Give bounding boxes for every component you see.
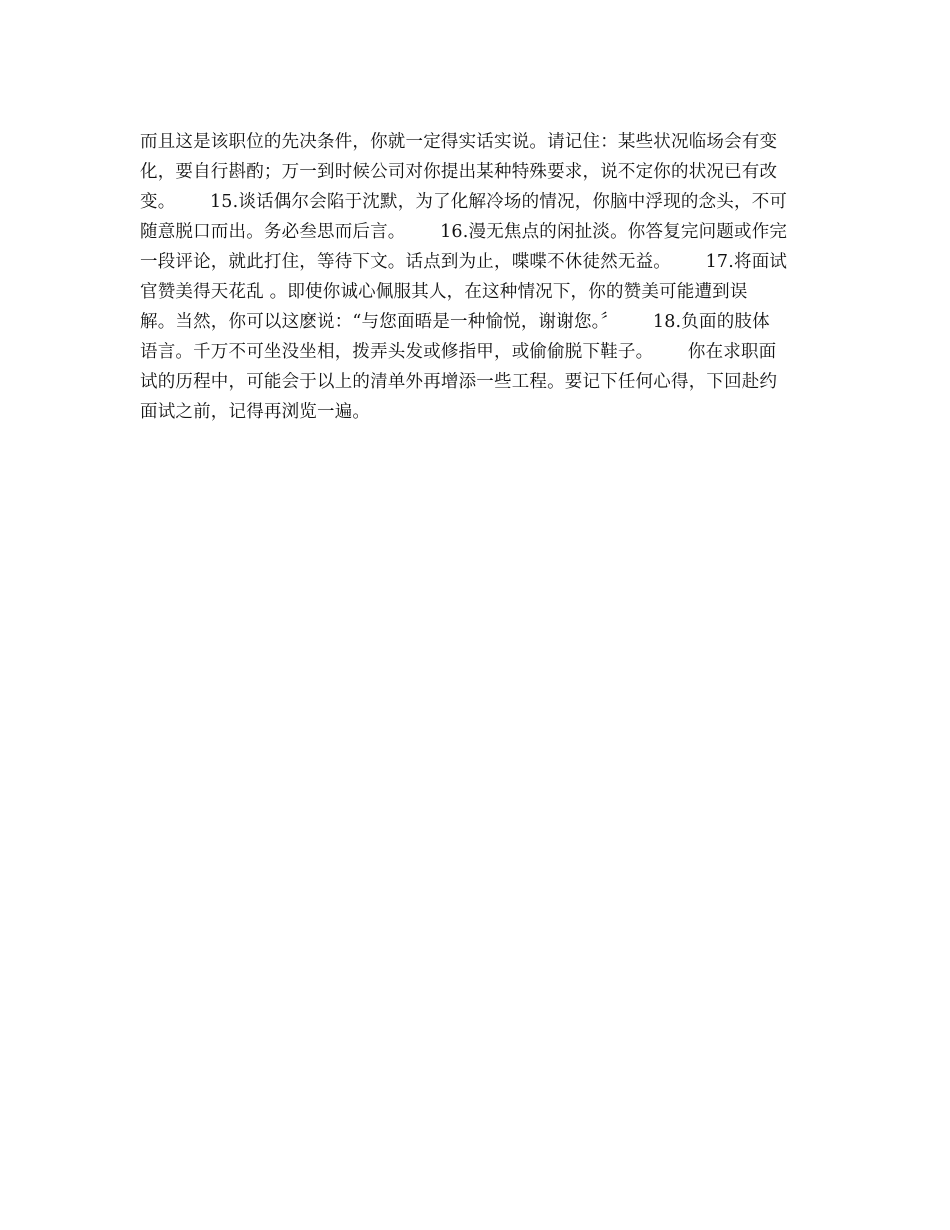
body-paragraph (140, 127, 830, 427)
text-line: 语言。千万不可坐没坐相，拨弄头发或修指甲，或偷偷脱下鞋子。 你在求职面 (140, 342, 777, 362)
text-line: 变。 15.谈话偶尔会陷于沈默，为了化解冷场的情况，你脑中浮现的念头，不可 (140, 192, 788, 212)
text-line: 试的历程中，可能会于以上的清单外再增添一些工程。要记下任何心得，下回赴约 (140, 372, 778, 392)
text-line: 解。当然，你可以这麽说：“与您面晤是一种愉悦，谢谢您。〞 18.负面的肢体 (140, 312, 770, 332)
text-line: 官赞美得天花乱 。即使你诚心佩服其人，在这种情况下，你的赞美可能遭到误 (140, 282, 748, 302)
text-line: 而且这是该职位的先决条件，你就一定得实话实说。请记住：某些状况临场会有变 (140, 132, 778, 152)
text-line: 随意脱口而出。务必叁思而后言。 16.漫无焦点的闲扯淡。你答复完问题或作完 (140, 222, 788, 242)
text-line: 化，要自行斟酌；万一到时候公司对你提出某种特殊要求，说不定你的状况已有改 (140, 162, 778, 182)
text-line: 一段评论，就此打住，等待下文。话点到为止，喋喋不休徒然无益。 17.将面试 (140, 252, 788, 272)
text-line: 面试之前，记得再浏览一遍。 (140, 402, 371, 422)
